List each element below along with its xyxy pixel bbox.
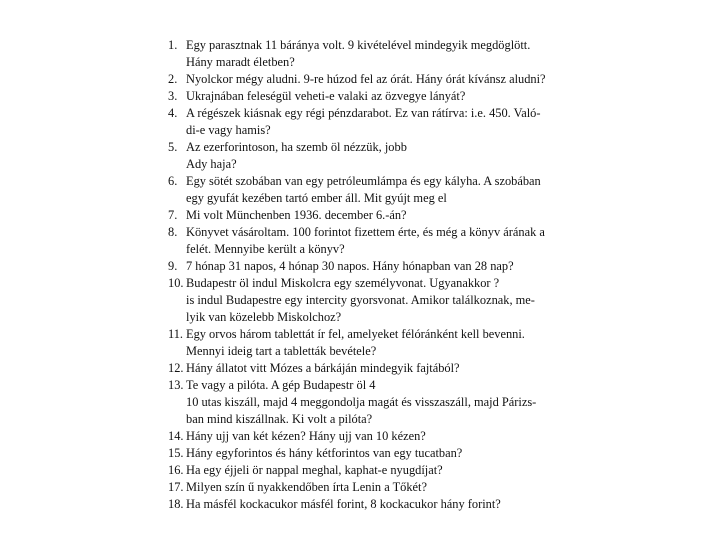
question-text: Hány állatot vitt Mózes a bárkáján mindegyik fajtából? <box>186 361 460 375</box>
question-item <box>168 275 598 326</box>
question-number: 15. <box>168 446 184 460</box>
question-number: 18. <box>168 497 184 511</box>
question-text: Egy orvos három tablettát ír fel, amelyeket félóránként kell bevenni. Mennyi ideig tart a tabletták bevétele? <box>186 327 525 358</box>
question-item <box>168 88 598 105</box>
question-item <box>168 462 598 479</box>
question-item <box>168 326 598 360</box>
question-text: Ukrajnában feleségül veheti-e valaki az özvegye lányát? <box>186 89 466 103</box>
question-item <box>168 224 598 258</box>
question-text: A régészek kiásnak egy régi pénzdarabot. Ez van rátírva: i.e. 450. Való- di-e vagy hamis? <box>186 106 541 137</box>
question-number: 14. <box>168 429 184 443</box>
question-list <box>168 37 598 513</box>
question-item <box>168 37 598 71</box>
question-text: Nyolckor mégy aludni. 9-re húzod fel az órát. Hány órát kívánsz aludni? <box>186 72 546 86</box>
question-text: 7 hónap 31 napos, 4 hónap 30 napos. Hány hónapban van 28 nap? <box>186 259 514 273</box>
question-number: 8. <box>168 225 178 239</box>
question-text: Te vagy a pilóta. A gép Budapestr öl 4 10 utas kiszáll, majd 4 meggondolja magát és visszaszáll, majd Párizs- ban mind kiszállnak. Ki volt a pilóta? <box>186 378 537 426</box>
question-item <box>168 139 598 173</box>
question-number: 5. <box>168 140 178 154</box>
question-item <box>168 377 598 428</box>
question-text: Ha egy éjjeli ör nappal meghal, kaphat-e nyugdíjat? <box>186 463 443 477</box>
question-text: Budapestr öl indul Miskolcra egy személyvonat. Ugyanakkor ? is indul Budapestre egy intercity gyorsvonat. Amikor találkoznak, me- lyik van közelebb Miskolchoz? <box>186 276 535 324</box>
question-text: Milyen szín ű nyakkendőben írta Lenin a Tőkét? <box>186 480 427 494</box>
question-item <box>168 173 598 207</box>
question-number: 4. <box>168 106 178 120</box>
question-item <box>168 496 598 513</box>
question-number: 12. <box>168 361 184 375</box>
question-text: Hány ujj van két kézen? Hány ujj van 10 kézen? <box>186 429 426 443</box>
question-number: 17. <box>168 480 184 494</box>
question-item <box>168 428 598 445</box>
question-text: Hány egyforintos és hány kétforintos van egy tucatban? <box>186 446 463 460</box>
question-number: 7. <box>168 208 178 222</box>
question-number: 16. <box>168 463 184 477</box>
question-number: 1. <box>168 38 178 52</box>
question-text: Egy parasztnak 11 báránya volt. 9 kivételével mindegyik megdöglött. Hány maradt életben? <box>186 38 531 69</box>
question-item <box>168 479 598 496</box>
question-number: 11. <box>168 327 184 341</box>
question-item <box>168 445 598 462</box>
question-number: 13. <box>168 378 184 392</box>
question-number: 10. <box>168 276 184 290</box>
question-text: Az ezerforintoson, ha szemb öl nézzük, jobb Ady haja? <box>186 140 407 171</box>
question-text: Mi volt Münchenben 1936. december 6.-án? <box>186 208 407 222</box>
question-number: 2. <box>168 72 178 86</box>
question-number: 9. <box>168 259 178 273</box>
question-item <box>168 207 598 224</box>
question-item <box>168 258 598 275</box>
question-text: Könyvet vásároltam. 100 forintot fizettem érte, és még a könyv árának a felét. Mennyibe került a könyv? <box>186 225 545 256</box>
question-item <box>168 105 598 139</box>
question-number: 6. <box>168 174 178 188</box>
question-number: 3. <box>168 89 178 103</box>
question-item <box>168 360 598 377</box>
question-text: Egy sötét szobában van egy petróleumlámpa és egy kályha. A szobában egy gyufát kezében tartó ember áll. Mit gyújt meg el <box>186 174 541 205</box>
question-item <box>168 71 598 88</box>
question-text: Ha másfél kockacukor másfél forint, 8 kockacukor hány forint? <box>186 497 501 511</box>
